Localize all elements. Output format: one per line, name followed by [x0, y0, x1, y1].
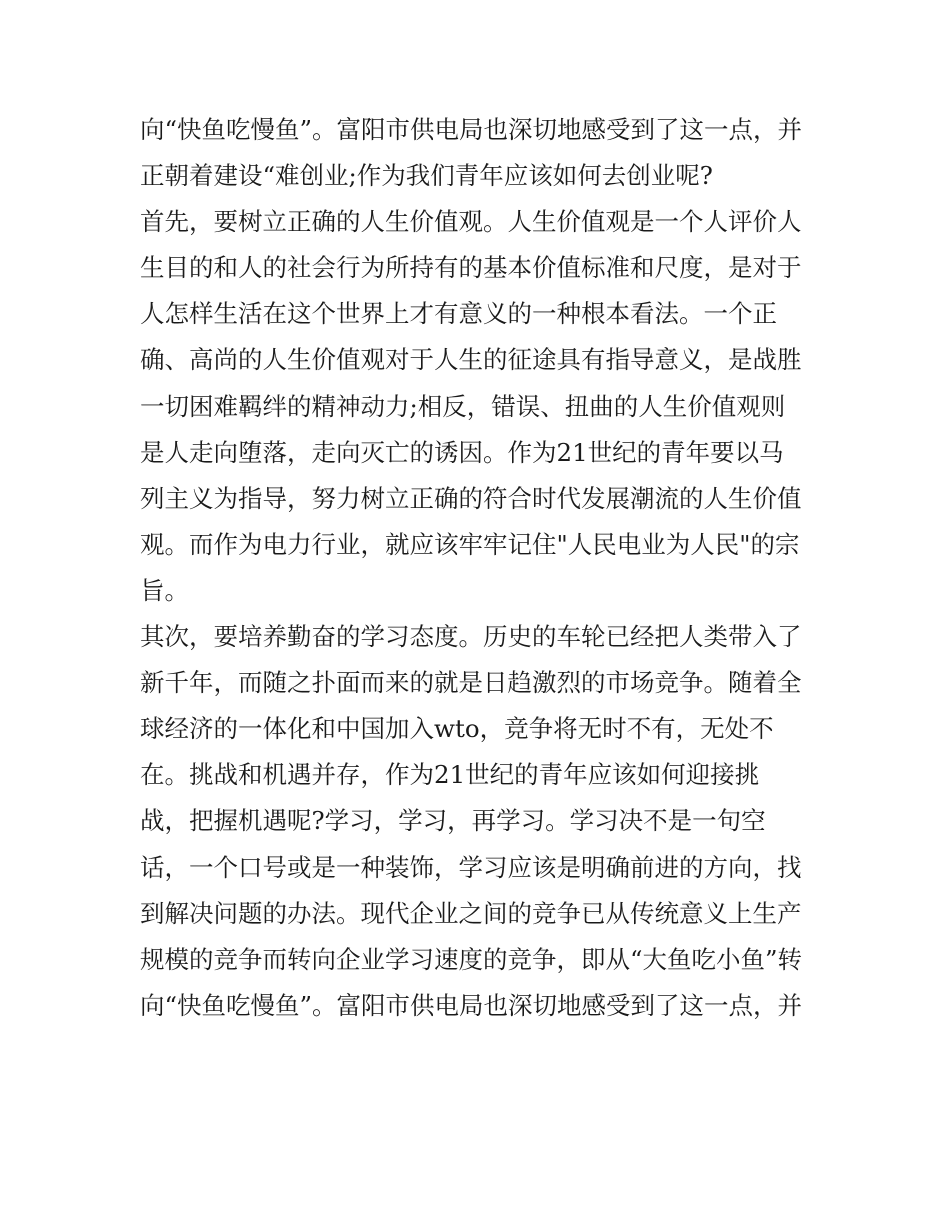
text-line-14: 球经济的一体化和中国加入wto，竞争将无时不有，无处不 — [140, 714, 774, 744]
text-line-11: 旨。 — [140, 575, 189, 605]
text-line-7: 一切困难羁绊的精神动力;相反，错误、扭曲的人生价值观则 — [140, 391, 786, 421]
text-line-6: 确、高尚的人生价值观对于人生的征途具有指导意义，是战胜 — [140, 345, 802, 375]
text-line-18: 到解决问题的办法。现代企业之间的竞争已从传统意义上生产 — [140, 898, 802, 928]
body-text — [140, 107, 820, 1029]
text-line-1: 向“快鱼吃慢鱼”。富阳市供电局也深切地感受到了这一点，并 — [140, 115, 803, 144]
text-line-16: 战，把握机遇呢?学习，学习，再学习。学习决不是一句空 — [140, 806, 766, 836]
text-line-4: 生目的和人的社会行为所持有的基本价值标准和尺度，是对于 — [140, 253, 802, 283]
text-line-19: 规模的竞争而转向企业学习速度的竞争，即从“大鱼吃小鱼”转 — [140, 944, 803, 974]
text-line-17: 话，一个口号或是一种装饰，学习应该是明确前进的方向，找 — [140, 852, 802, 882]
text-line-9: 列主义为指导，努力树立正确的符合时代发展潮流的人生价值 — [140, 483, 802, 513]
text-line-5: 人怎样生活在这个世界上才有意义的一种根本看法。一个正 — [140, 299, 777, 329]
text-line-2: 正朝着建设“难创业;作为我们青年应该如何去创业呢? — [140, 161, 713, 191]
text-line-12: 其次，要培养勤奋的学习态度。历史的车轮已经把人类带入了 — [140, 622, 802, 652]
text-line-20: 向“快鱼吃慢鱼”。富阳市供电局也深切地感受到了这一点，并 — [140, 990, 803, 1020]
text-line-13: 新千年，而随之扑面而来的就是日趋激烈的市场竞争。随着全 — [140, 668, 802, 698]
text-line-3: 首先，要树立正确的人生价值观。人生价值观是一个人评价人 — [140, 207, 802, 237]
text-line-8: 是人走向堕落，走向灭亡的诱因。作为21世纪的青年要以马 — [140, 437, 784, 467]
text-line-10: 观。而作为电力行业，就应该牢牢记住"人民电业为人民"的宗 — [140, 529, 800, 559]
text-line-15: 在。挑战和机遇并存，作为21世纪的青年应该如何迎接挑 — [140, 760, 760, 790]
